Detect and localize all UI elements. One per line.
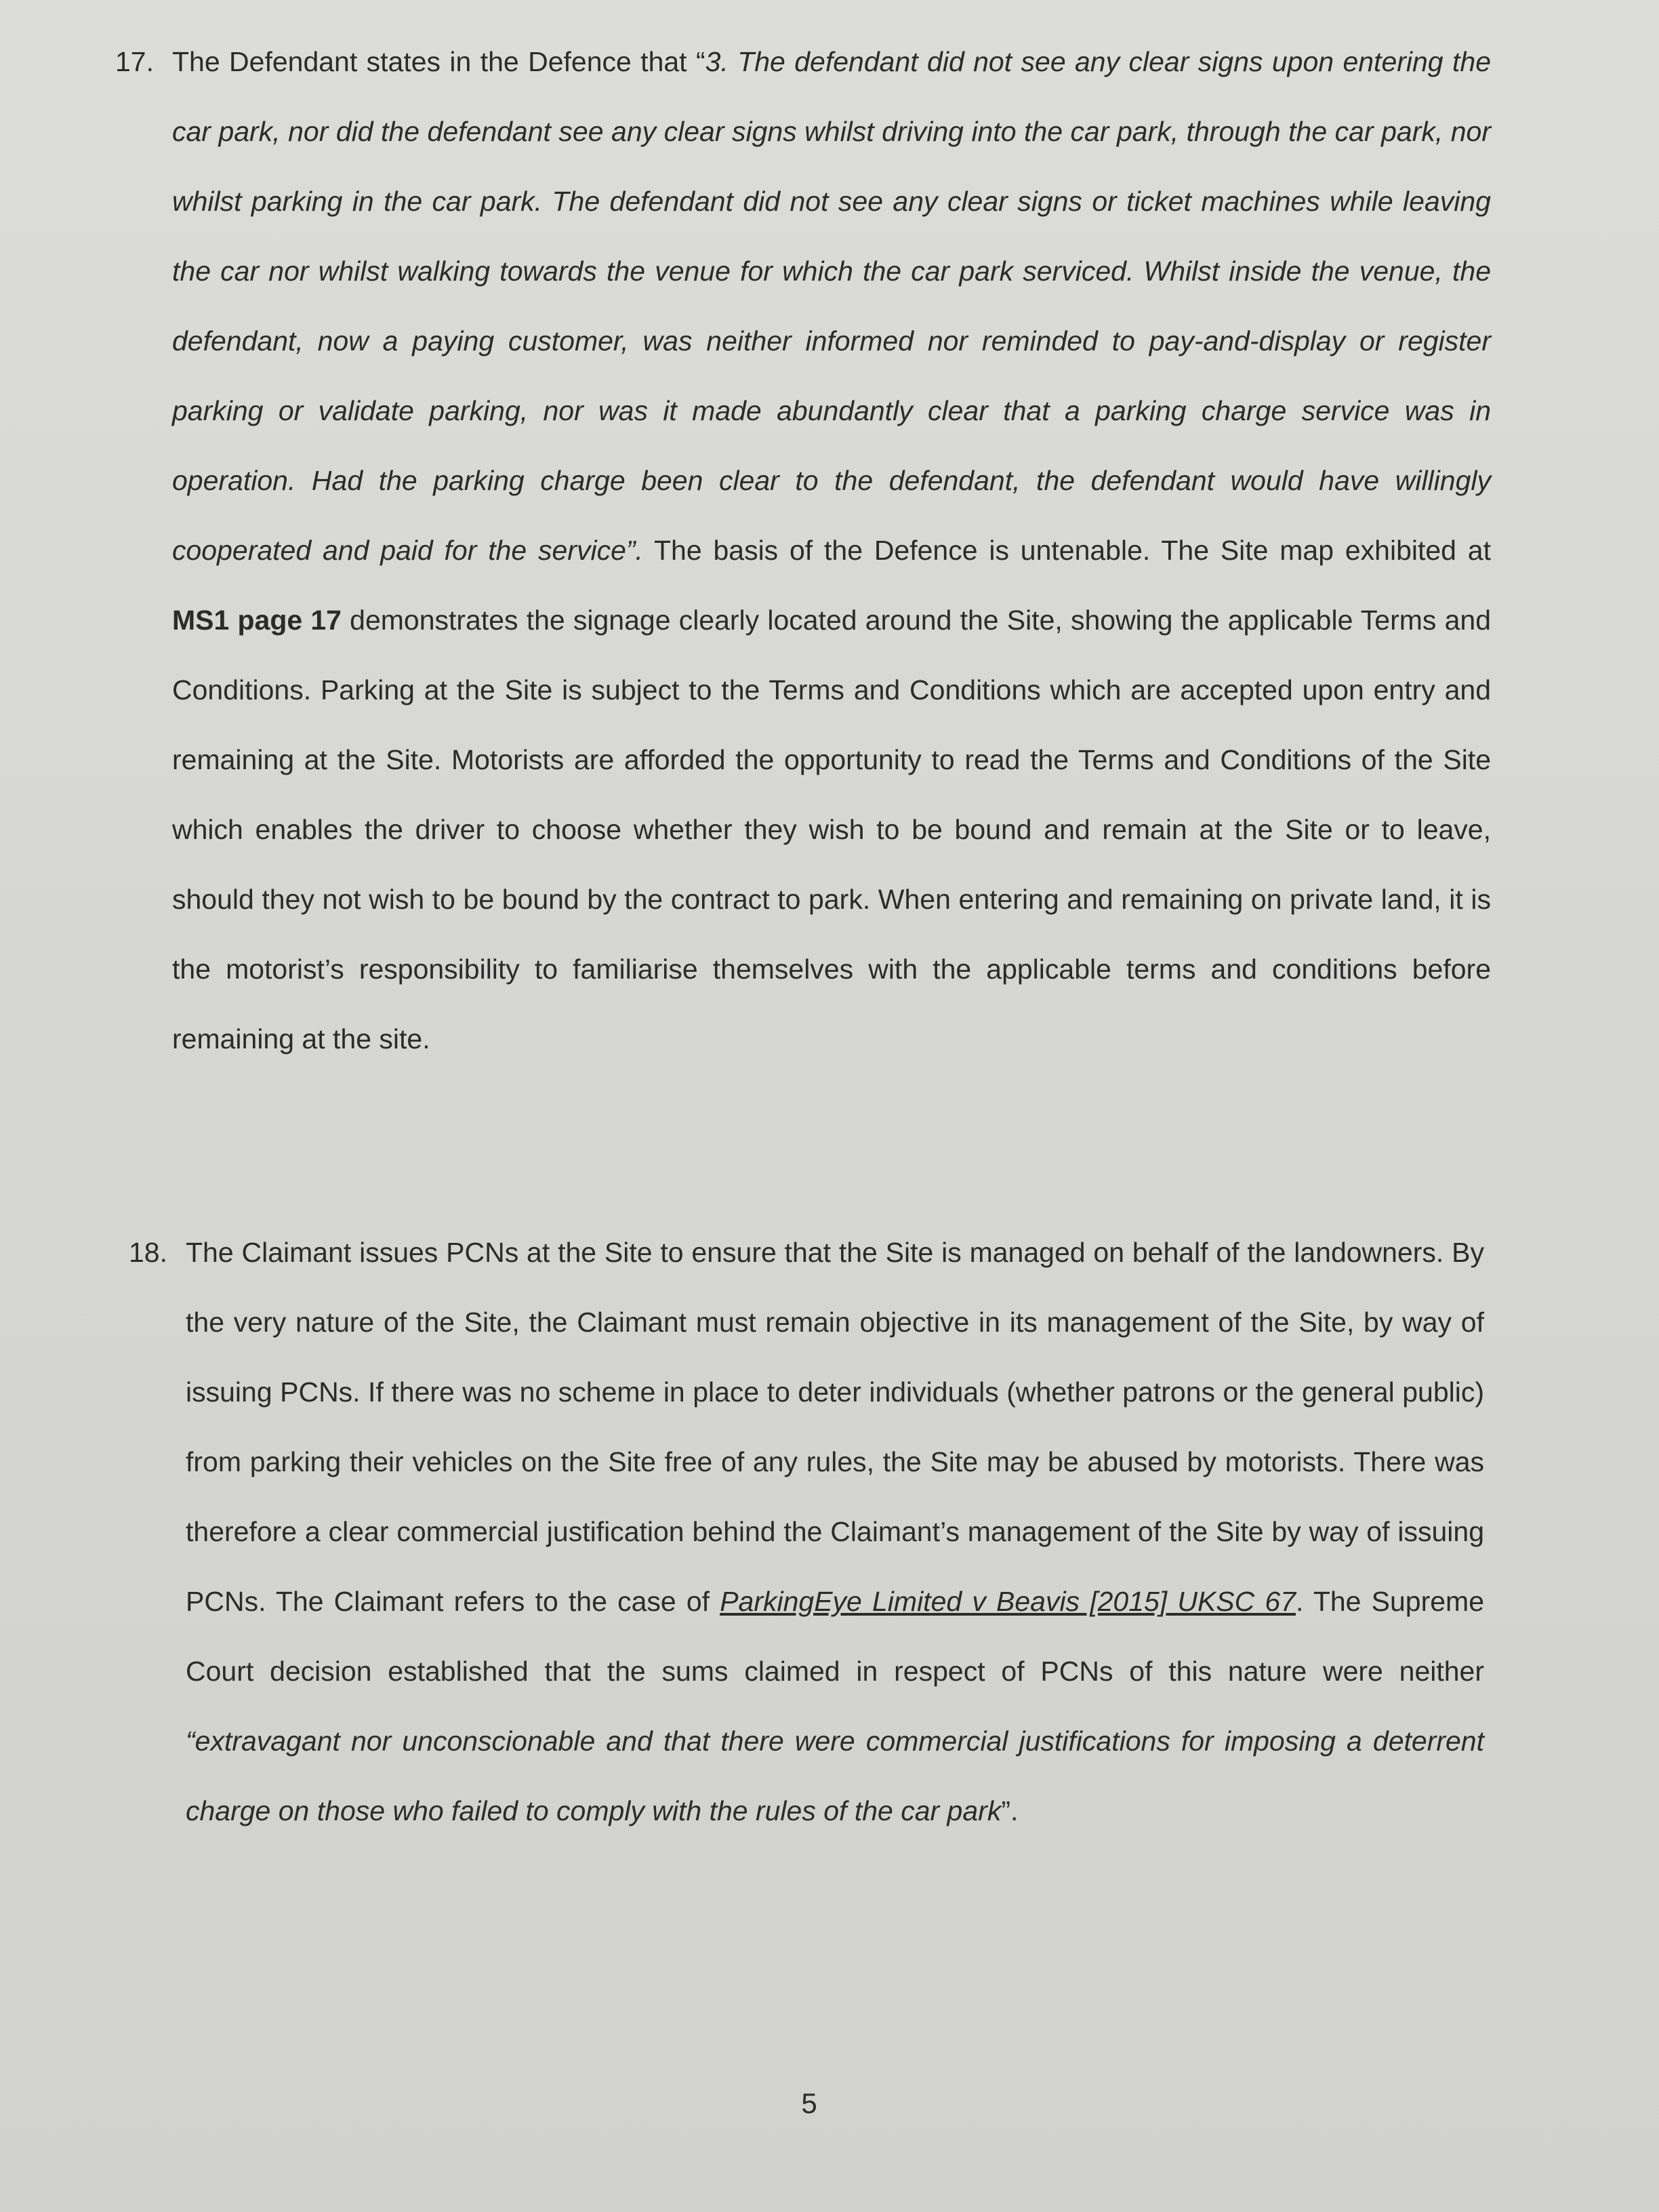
paragraph-text: demonstrates the signage clearly located around the Site, showing the applicable Terms and Conditions. Parking at the Site is subject to the Terms and Conditions which are accepted upon entry and remaining at the Site. Motorists are afforded the opportunity to read the Terms and Conditions of the Site which enables the driver to choose whether they wish to be bound and remain at the Site or to leave, should they not wish to be bound by the contract to park. When entering and remaining on private land, it is the motorist’s responsibility to familiarise themselves with the applicable terms and conditions before remaining at the site. bbox=[172, 605, 1492, 1054]
paragraph-17 bbox=[115, 27, 1491, 1074]
paragraph-body bbox=[172, 27, 1491, 1074]
defence-quote: 3. The defendant did not see any clear signs upon entering the car park, nor did the defendant see any clear signs whilst driving into the car park, through the car park, nor whilst parking in the car park. The defendant did not see any clear signs or ticket machines while leaving the car nor whilst walking towards the venue for which the car park serviced. Whilst inside the venue, the defendant, now a paying customer, was neither informed nor reminded to pay-and-display or register parking or validate parking, nor was it made abundantly clear that a parking charge service was in operation. Had the parking charge been clear to the defendant, the defendant would have willingly cooperated and paid for the service”. bbox=[172, 46, 1491, 566]
exhibit-reference: MS1 page 17 bbox=[172, 605, 342, 636]
judgment-quote: “extravagant nor unconscionable and that there were commercial justifications for imposing a deterrent charge on those who failed to comply with the rules of the car park bbox=[186, 1725, 1484, 1826]
paragraph-lead-text: The Claimant issues PCNs at the Site to ensure that the Site is managed on behalf of the landowners. By the very nature of the Site, the Claimant must remain objective in its management of the Site, by way of issuing PCNs. If there was no scheme in place to deter individuals (whether patrons or the general public) from parking their vehicles on the Site free of any rules, the Site may be abused by motorists. There was therefore a clear commercial justification behind the Claimant’s management of the Site by way of issuing PCNs. The Claimant refers to the case of bbox=[186, 1237, 1484, 1617]
paragraph-text: The basis of the Defence is untenable. The Site map exhibited at bbox=[642, 535, 1491, 566]
paragraph-text: . The Supreme Court decision established that the sums claimed in respect of PCNs of this nature were neither bbox=[186, 1586, 1485, 1687]
page-number: 5 bbox=[801, 2087, 817, 2119]
paragraph-text: ”. bbox=[1001, 1795, 1019, 1826]
paragraph-18 bbox=[129, 1218, 1484, 1846]
paragraph-number: 18. bbox=[129, 1237, 167, 1268]
case-citation: ParkingEye Limited v Beavis [2015] UKSC 67 bbox=[720, 1586, 1296, 1617]
paragraph-lead-text: The Defendant states in the Defence that “ bbox=[172, 46, 705, 77]
paragraph-body bbox=[186, 1218, 1484, 1846]
paragraph-number: 17. bbox=[115, 46, 154, 77]
